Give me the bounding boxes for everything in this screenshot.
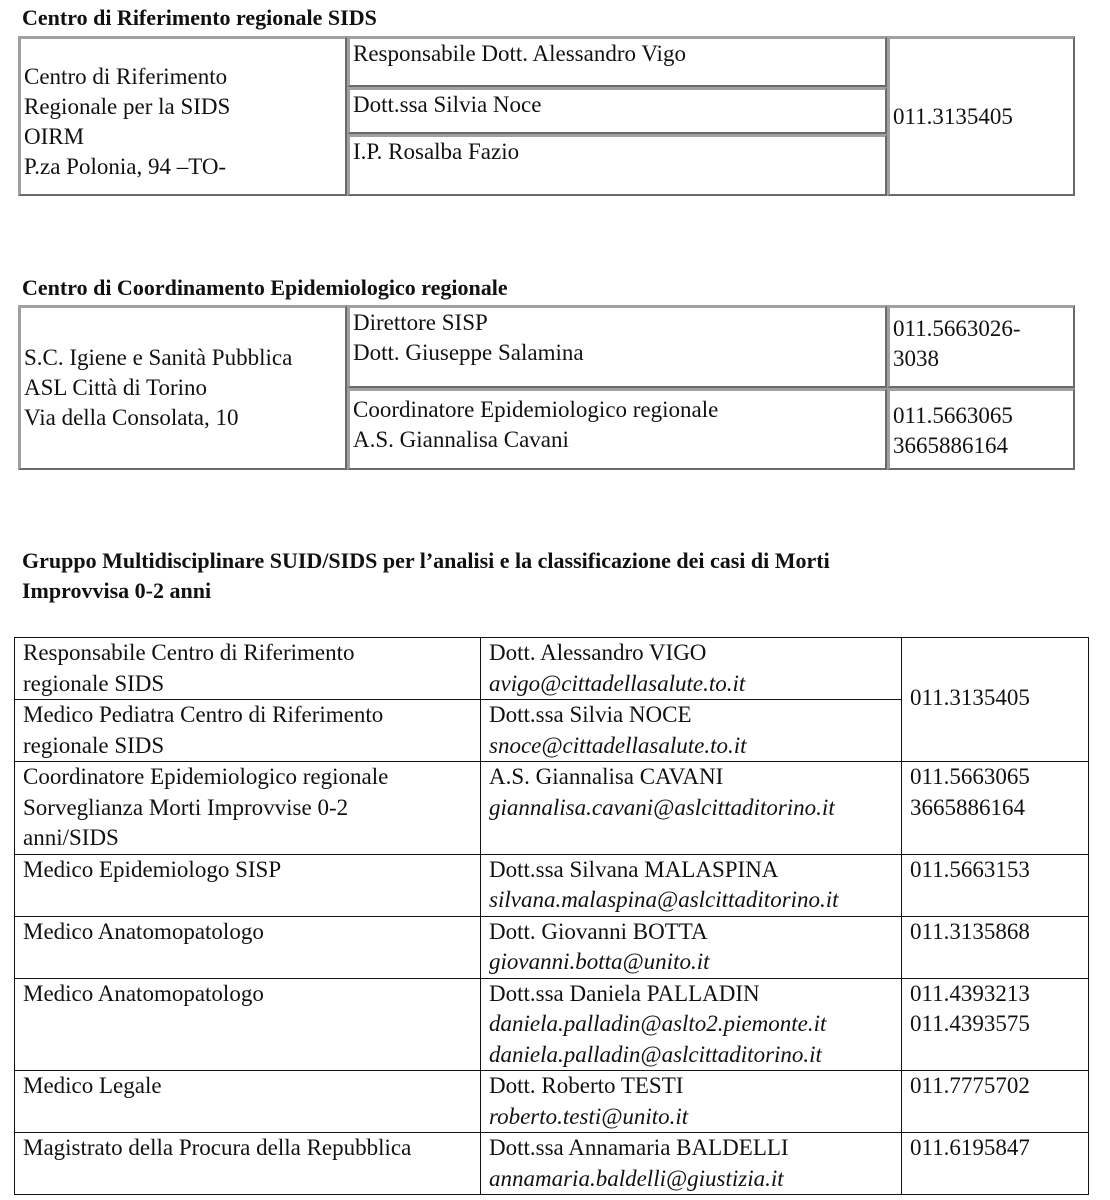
role-line: Responsabile Centro di Riferimento (23, 640, 355, 665)
section2-table (18, 305, 1075, 470)
role-line: Sorveglianza Morti Improvvise 0-2 (23, 794, 349, 820)
contact-name: Dott.ssa Daniela PALLADIN (489, 980, 760, 1006)
section1-phone-cell (887, 36, 1075, 196)
staff-cell (347, 134, 887, 196)
table-row (15, 978, 1089, 1071)
location-line: Regionale per la SIDS (24, 93, 231, 119)
location-line: Centro di Riferimento (24, 63, 228, 89)
phone-cell (902, 854, 1089, 916)
phone-number: 011.3135868 (910, 918, 1030, 944)
person-line: A.S. Giannalisa Cavani (353, 426, 569, 452)
phone-cell (887, 388, 1075, 471)
phone-number: 3665886164 (893, 432, 1008, 458)
email-address: giannalisa.cavani@aslcittaditorino.it (489, 794, 835, 820)
role-cell (15, 762, 481, 855)
person-cell (347, 388, 887, 471)
section3-title-line: Improvvisa 0-2 anni (22, 578, 212, 603)
contact-name: Dott. Giovanni BOTTA (489, 918, 708, 944)
location-line: P.za Polonia, 94 –TO- (24, 153, 227, 179)
role-line: regionale SIDS (23, 670, 165, 696)
phone-cell (902, 1133, 1089, 1195)
email-address: silvana.malaspina@aslcittaditorino.it (489, 887, 839, 912)
location-line: Via della Consolata, 10 (24, 405, 239, 430)
phone-cell (902, 978, 1089, 1071)
role-cell (15, 1133, 481, 1195)
phone-cell (902, 1071, 1089, 1133)
section3-title-line: Gruppo Multidisciplinare SUID/SIDS per l’analisi e la classificazione dei casi di Morti (22, 548, 830, 573)
table-row (15, 1071, 1089, 1133)
section3-table (14, 637, 1089, 1195)
phone-number: 011.7775702 (910, 1073, 1030, 1098)
phone-number: 011.5663026- (893, 316, 1021, 341)
phone-number: 011.5663153 (910, 856, 1030, 882)
location-line: OIRM (24, 123, 85, 149)
role-cell (15, 978, 481, 1071)
role-line: anni/SIDS (23, 825, 119, 850)
phone-number: 011.4393213 (910, 980, 1030, 1006)
phone-cell (902, 638, 1089, 762)
table-row (15, 1133, 1089, 1195)
email-address: daniela.palladin@aslto2.piemonte.it (489, 1011, 827, 1036)
contact-cell (481, 638, 902, 700)
phone-cell (902, 762, 1089, 855)
role-line: Coordinatore Epidemiologico regionale (23, 764, 389, 789)
role-cell (15, 700, 481, 762)
contact-cell (481, 916, 902, 978)
contact-cell (481, 762, 902, 855)
section2-location (18, 305, 347, 470)
email-address: giovanni.botta@unito.it (489, 949, 710, 974)
table-row (15, 916, 1089, 978)
table-row (15, 854, 1089, 916)
section3-title (22, 546, 830, 606)
phone-cell (902, 916, 1089, 978)
phone-number: 3665886164 (910, 794, 1025, 820)
email-address: snoce@cittadellasalute.to.it (489, 732, 747, 758)
table-row (15, 638, 1089, 700)
contact-cell (481, 700, 902, 762)
person-line: Dott. Giuseppe Salamina (353, 340, 584, 365)
staff-cell (347, 87, 887, 134)
email-address: annamaria.baldelli@giustizia.it (489, 1165, 784, 1191)
phone-cell (887, 305, 1075, 388)
role-line: Medico Epidemiologo SISP (23, 856, 282, 882)
staff-name: Responsabile Dott. Alessandro Vigo (353, 41, 686, 66)
role-line: Magistrato della Procura della Repubblica (23, 1135, 412, 1160)
role-cell (15, 1071, 481, 1133)
contact-cell (481, 854, 902, 916)
contact-name: Dott. Alessandro VIGO (489, 640, 707, 665)
section2-title: Centro di Coordinamento Epidemiologico regionale (22, 275, 508, 300)
phone-number: 011.5663065 (910, 764, 1030, 789)
contact-name: Dott.ssa Annamaria BALDELLI (489, 1135, 789, 1160)
phone-number: 011.4393575 (910, 1011, 1030, 1036)
phone-number: 3038 (893, 346, 939, 371)
phone-number: 011.6195847 (910, 1135, 1030, 1160)
section1-title: Centro di Riferimento regionale SIDS (22, 5, 377, 30)
email-address: roberto.testi@unito.it (489, 1103, 689, 1129)
location-line: S.C. Igiene e Sanità Pubblica (24, 345, 293, 370)
role-line: Medico Anatomopatologo (23, 918, 264, 944)
contact-name: Dott.ssa Silvana MALASPINA (489, 856, 779, 882)
role-line: Medico Legale (23, 1073, 162, 1098)
staff-cell (347, 36, 887, 87)
role-cell (15, 916, 481, 978)
person-cell (347, 305, 887, 388)
contact-cell (481, 978, 902, 1071)
role-cell (15, 854, 481, 916)
role-line: Medico Pediatra Centro di Riferimento (23, 702, 384, 727)
email-address: daniela.palladin@aslcittaditorino.it (489, 1041, 822, 1067)
contact-cell (481, 1133, 902, 1195)
staff-name: I.P. Rosalba Fazio (353, 139, 520, 165)
staff-name: Dott.ssa Silvia Noce (353, 92, 542, 118)
contact-name: A.S. Giannalisa CAVANI (489, 764, 724, 789)
table-row (15, 762, 1089, 855)
section1-table (18, 36, 1075, 196)
person-line: Direttore SISP (353, 310, 488, 335)
contact-cell (481, 1071, 902, 1133)
role-line: regionale SIDS (23, 732, 165, 758)
person-line: Coordinatore Epidemiologico regionale (353, 396, 719, 422)
phone-number: 011.5663065 (893, 402, 1013, 428)
location-line: ASL Città di Torino (24, 375, 208, 400)
role-line: Medico Anatomopatologo (23, 980, 264, 1006)
phone-number: 011.3135405 (910, 685, 1030, 710)
contact-name: Dott.ssa Silvia NOCE (489, 702, 692, 727)
section1-location (18, 36, 347, 196)
contact-name: Dott. Roberto TESTI (489, 1073, 684, 1098)
phone-number: 011.3135405 (893, 103, 1013, 129)
email-address: avigo@cittadellasalute.to.it (489, 670, 746, 696)
role-cell (15, 638, 481, 700)
